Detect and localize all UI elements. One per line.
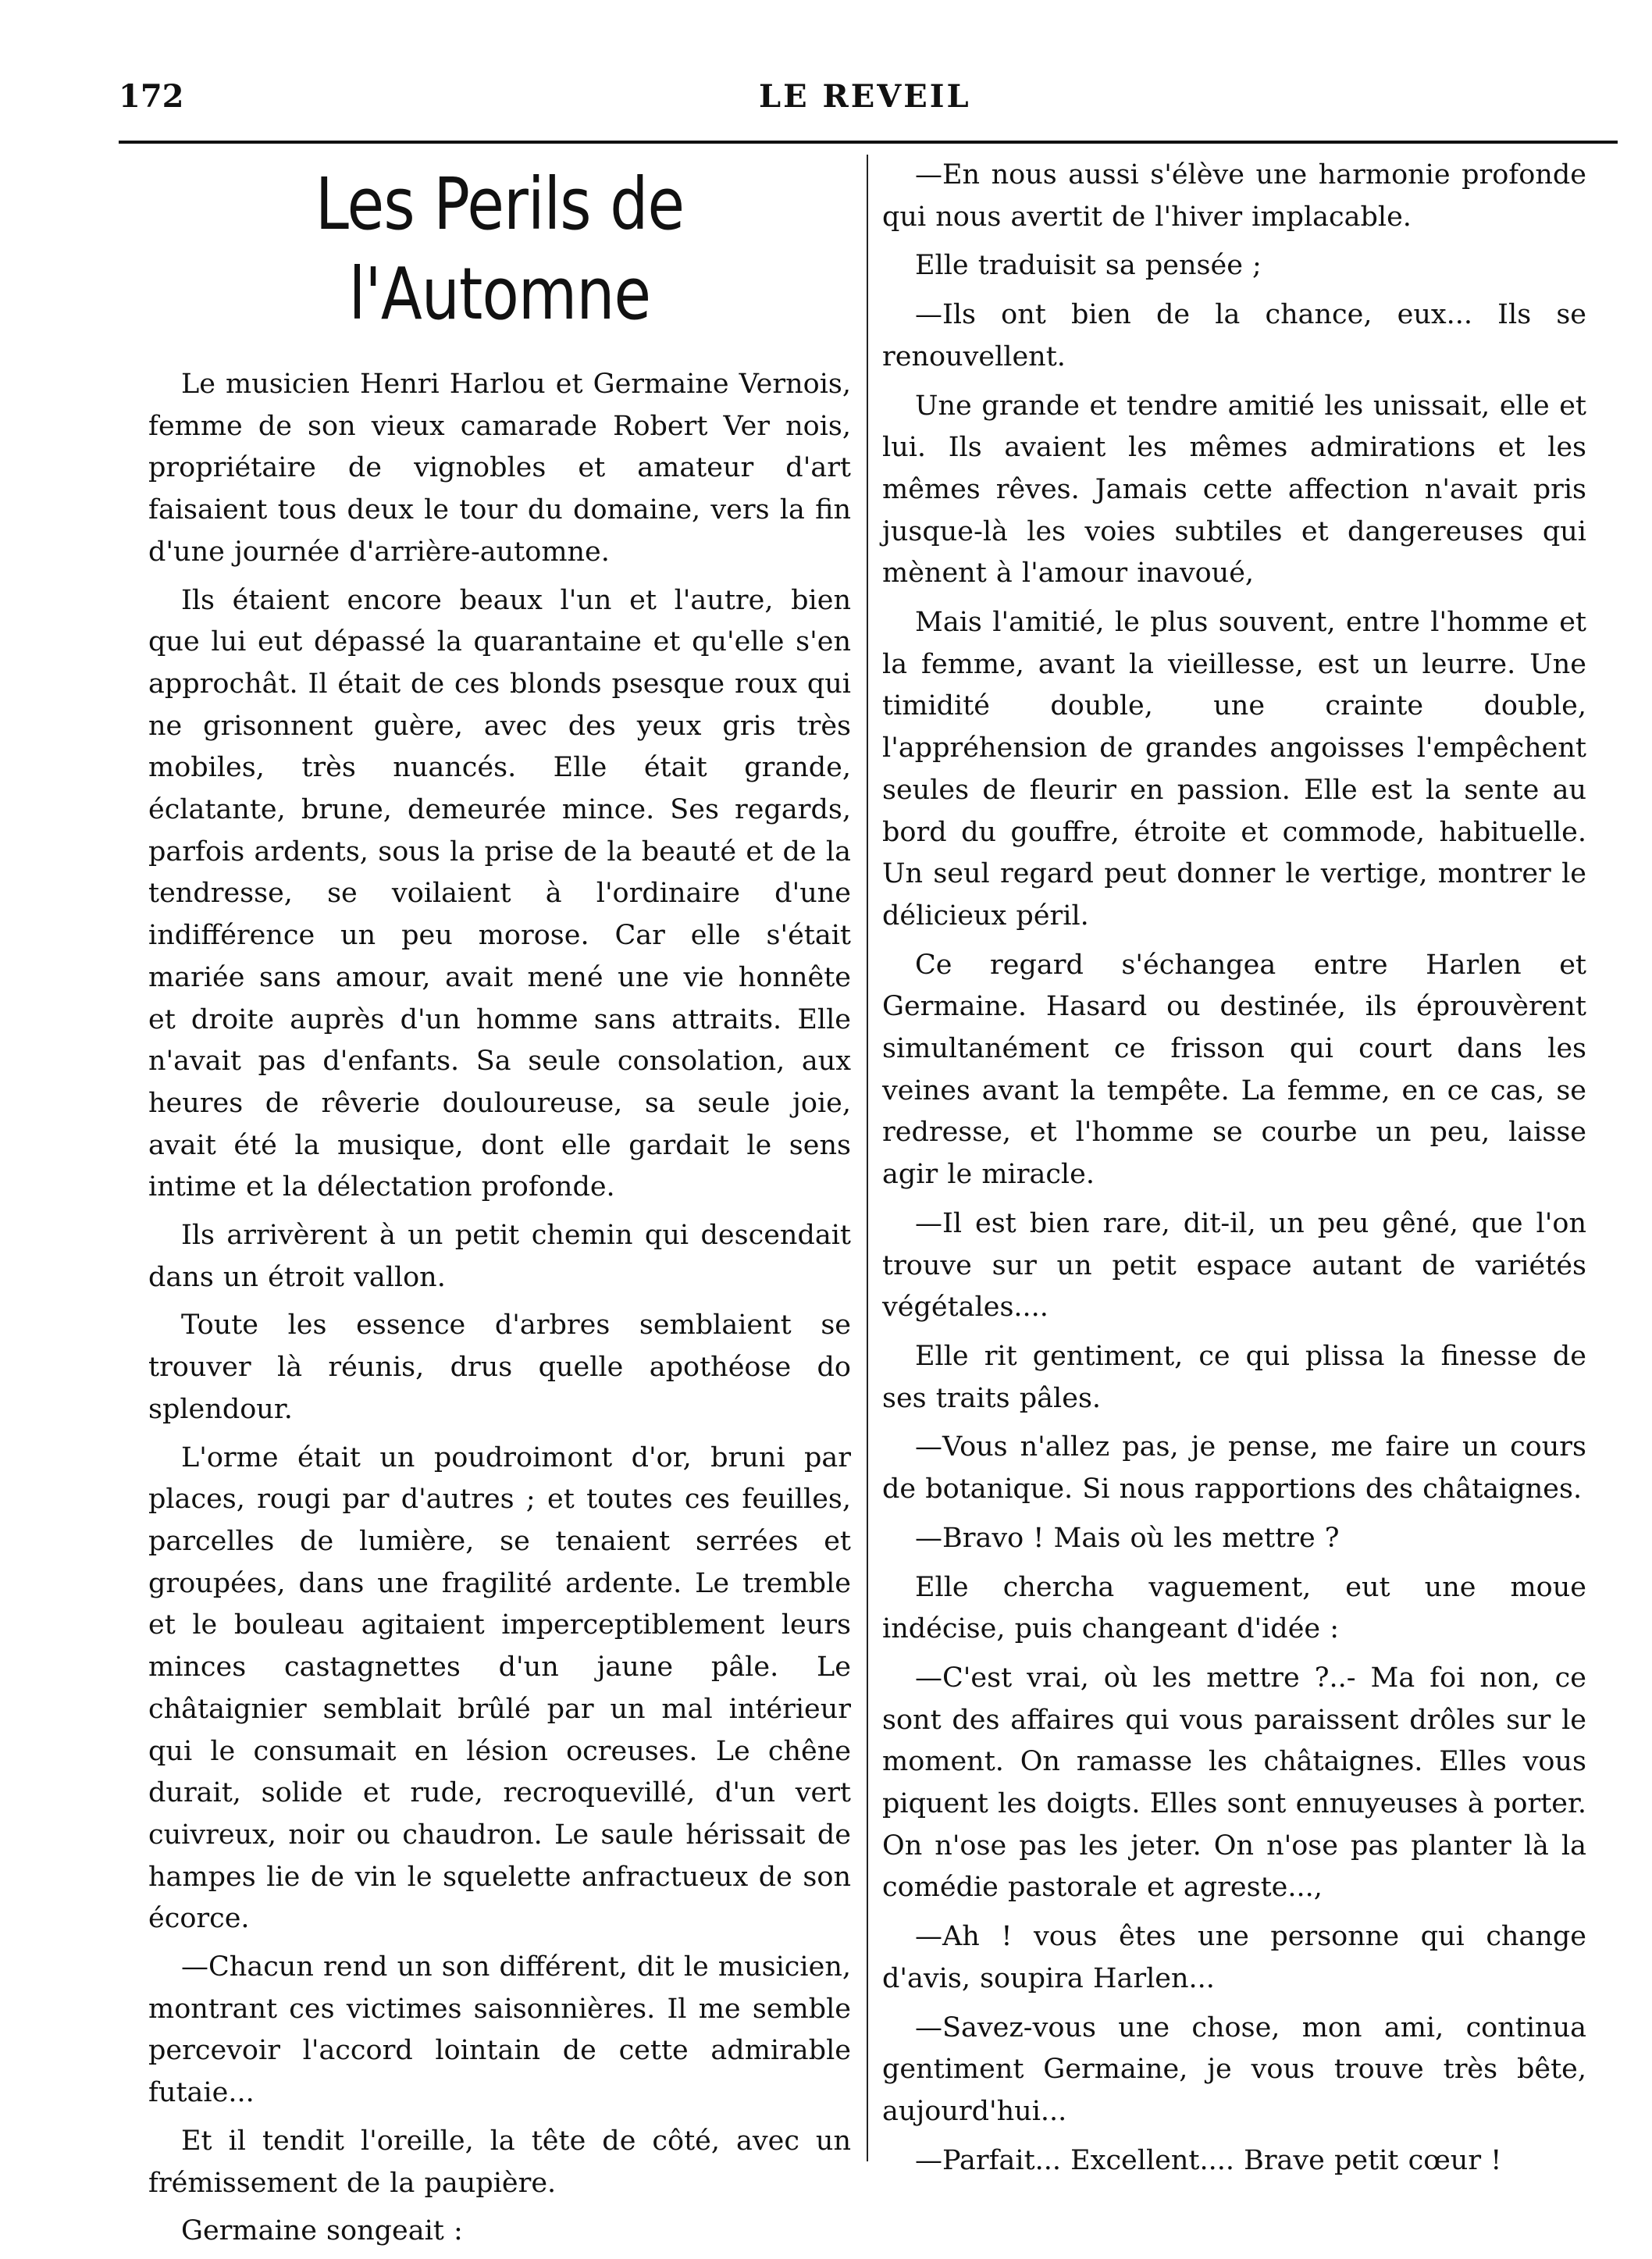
paragraph: Ils étaient encore beaux l'un et l'autre, bien que lui eut dépassé la quarantaine et qu'elle s'en approchât. Il était de ces blonds psesque roux qui ne grisonnent guère, avec des yeux gris très mobiles, très nuancés. Elle était grande, éclatante, brune, demeurée mince. Ses regards, parfois ardents, sous la prise de la beauté et de la tendresse, se voilaient à l'ordinaire d'une indifférence un peu morose. Car elle s'était mariée sans amour, avait mené une vie honnête et droite auprès d'un homme sans attraits. Elle n'avait pas d'enfants. Sa seule consolation, aux heures de rêverie douloureuse, sa seule joie, avait été la musique, dont elle gardait le sens intime et la délectation profonde. bbox=[148, 584, 851, 1203]
paragraph: —Savez-vous une chose, mon ami, continua gentiment Germaine, je vous trouve très bête, aujourd'hui... bbox=[882, 2011, 1586, 2127]
paragraph: Une grande et tendre amitié les unissait, elle et lui. Ils avaient les mêmes admirations et les mêmes rêves. Jamais cette affection n'avait pris jusque-là les voies subtiles et dangereuses qui mènent à l'amour inavoué, bbox=[882, 390, 1586, 590]
running-title: LE REVEIL bbox=[759, 78, 971, 115]
paragraph: Mais l'amitié, le plus souvent, entre l'homme et la femme, avant la vieillesse, est un leurre. Une timidité double, une crainte double, l'appréhension de grandes angoisses l'empêchent seules de fleurir en passion. Elle est la sente au bord du gouffre, étroite et commode, habituelle. Un seul regard peut donner le vertige, montrer le délicieux péril. bbox=[882, 607, 1586, 932]
paragraph: L'orme était un poudroimont d'or, bruni par places, rougi par d'autres ; et toutes ces feuilles, parcelles de lumière, se tenaient serrées et groupées, dans une fragilité ardente. Le tremble et le bouleau agitaient imperceptiblement leurs minces castagnettes d'un jaune pâle. Le châtaignier semblait brûlé par un mal intérieur qui le consumait en lésion ocreuses. Le chêne durait, solide et rude, recroquevillé, d'un vert cuivreux, noir ou chaudron. Le saule hérissait de hampes lie de vin le squelette anfractueux de son écorce. bbox=[148, 1441, 851, 1935]
paragraph: —Ils ont bien de la chance, eux... Ils se renouvellent. bbox=[882, 299, 1586, 372]
left-column bbox=[148, 155, 851, 2259]
paragraph: —Il est bien rare, dit-il, un peu gêné, que l'on trouve sur un petit espace autant de variétés végétales.... bbox=[882, 1207, 1586, 1324]
paragraph: Germaine songeait : bbox=[181, 2215, 463, 2247]
right-column bbox=[882, 155, 1586, 2189]
article-title: Les Perils de l'Automne bbox=[315, 162, 685, 336]
page-number: 172 bbox=[119, 78, 184, 115]
paragraph: —Parfait... Excellent.... Brave petit cœur ! bbox=[915, 2144, 1502, 2176]
paragraph: —En nous aussi s'élève une harmonie profonde qui nous avertit de l'hiver implacable. bbox=[882, 159, 1586, 233]
paragraph: Ils arrivèrent à un petit chemin qui descendait dans un étroit vallon. bbox=[148, 1220, 851, 1293]
paragraph: Elle rit gentiment, ce qui plissa la finesse de ses traits pâles. bbox=[882, 1340, 1586, 1414]
paragraph: —Vous n'allez pas, je pense, me faire un cours de botanique. Si nous rapportions des châtaignes. bbox=[882, 1431, 1586, 1505]
paragraph: Le musicien Henri Harlou et Germaine Vernois, femme de son vieux camarade Robert Ver nois, propriétaire de vignobles et amateur d'art faisaient tous deux le tour du domaine, vers la fin d'une journée d'arrière-automne. bbox=[148, 369, 851, 568]
paragraph: Elle traduisit sa pensée ; bbox=[915, 250, 1262, 282]
paragraph: Toute les essence d'arbres semblaient se trouver là réunis, drus quelle apothéose do splendour. bbox=[148, 1309, 851, 1425]
paragraph: —Bravo ! Mais où les mettre ? bbox=[915, 1522, 1340, 1554]
paragraph: —C'est vrai, où les mettre ?..- Ma foi non, ce sont des affaires qui vous paraissent drôles sur le moment. On ramasse les châtaignes. Elles vous piquent les doigts. Elles sont ennuyeuses à porter. On n'ose pas les jeter. On n'ose pas planter là la comédie pastorale et agreste..., bbox=[882, 1662, 1586, 1904]
header-rule bbox=[119, 141, 1618, 144]
column-divider bbox=[867, 155, 868, 2161]
paragraph: Elle chercha vaguement, eut une moue indécise, puis changeant d'idée : bbox=[882, 1571, 1586, 1645]
paragraph: —Ah ! vous êtes une personne qui change d'avis, soupira Harlen... bbox=[882, 1921, 1586, 1994]
paragraph: —Chacun rend un son différent, dit le musicien, montrant ces victimes saisonnières. Il me semble percevoir l'accord lointain de cette admirable futaie... bbox=[148, 1951, 851, 2109]
page-header bbox=[119, 78, 1618, 133]
paragraph: Et il tendit l'oreille, la tête de côté, avec un frémissement de la paupière. bbox=[148, 2125, 851, 2199]
paragraph: Ce regard s'échangea entre Harlen et Germaine. Hasard ou destinée, ils éprouvèrent simultanément ce frisson qui court dans les veines avant la tempête. La femme, en ce cas, se redresse, et l'homme se courbe un peu, laisse agir le miracle. bbox=[882, 949, 1586, 1191]
